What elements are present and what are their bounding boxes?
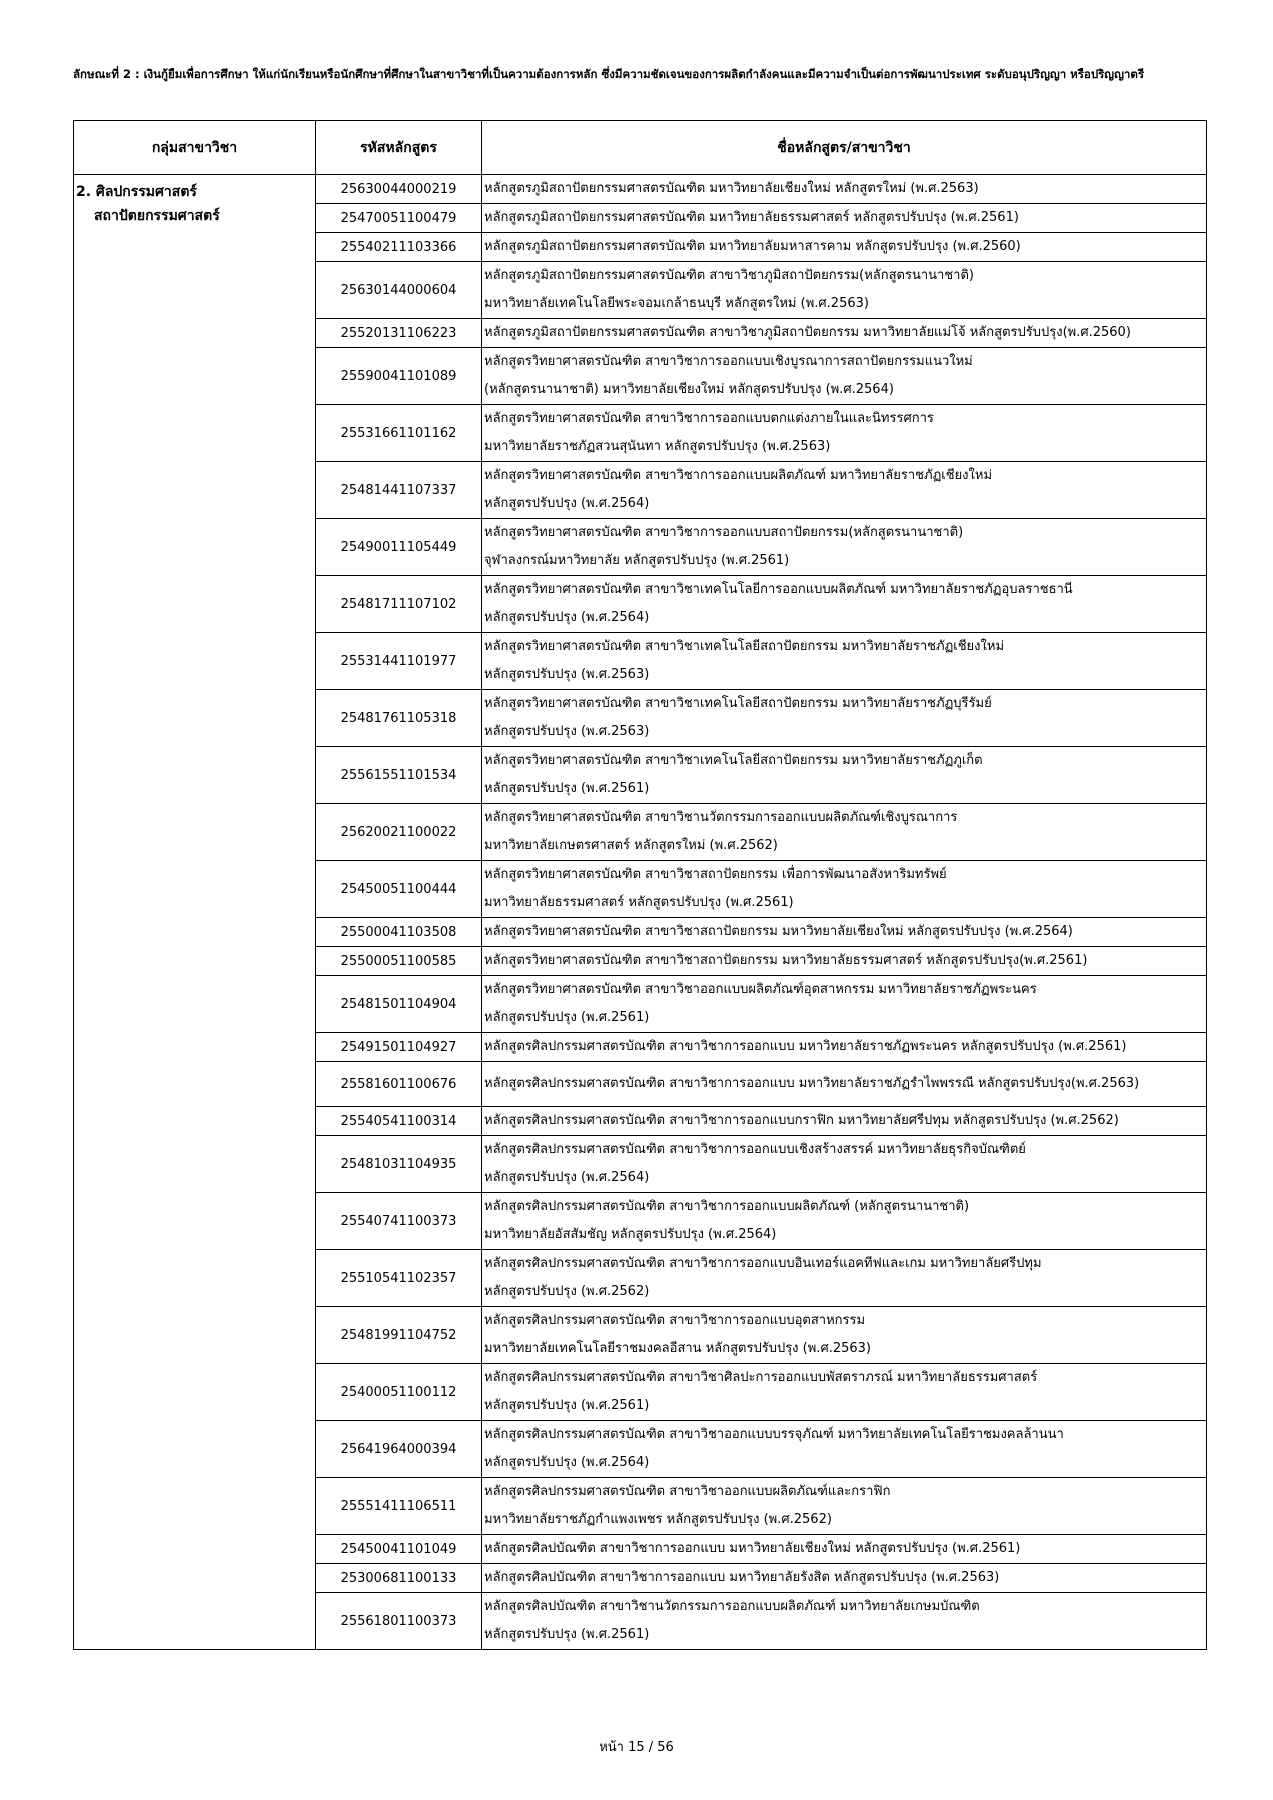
program-name [482, 747, 1207, 804]
program-name-line: มหาวิทยาลัยธรรมศาสตร์ หลักสูตรปรับปรุง (พ.ศ.2561) [484, 895, 794, 910]
program-name [482, 262, 1207, 319]
program-name-line: หลักสูตรวิทยาศาสตรบัณฑิต สาขาวิชาการออกแบบตกแต่งภายในและนิทรรศการ [484, 411, 934, 426]
program-name-line: หลักสูตรศิลปกรรมศาสตรบัณฑิต สาขาวิชาออกแบบบรรจุภัณฑ์ มหาวิทยาลัยเทคโนโลยีราชมงคลล้านนา [484, 1427, 1064, 1442]
program-name [482, 1107, 1207, 1136]
program-name-line: หลักสูตรปรับปรุง (พ.ศ.2563) [484, 724, 650, 739]
program-name [482, 1136, 1207, 1193]
program-name-line: (หลักสูตรนานาชาติ) มหาวิทยาลัยเชียงใหม่ หลักสูตรปรับปรุง (พ.ศ.2564) [484, 382, 894, 397]
program-name [482, 690, 1207, 747]
program-table-container [73, 120, 1206, 1650]
table-header-row [74, 121, 1207, 175]
program-name-line: มหาวิทยาลัยอัสสัมชัญ หลักสูตรปรับปรุง (พ.ศ.2564) [484, 1227, 777, 1242]
program-name [482, 1421, 1207, 1478]
program-code: 25630144000604 [316, 262, 482, 319]
program-name-line: หลักสูตรศิลปกรรมศาสตรบัณฑิต สาขาวิชาออกแบบผลิตภัณฑ์และกราฟิก [484, 1484, 891, 1499]
program-name-line: หลักสูตรศิลปกรรมศาสตรบัณฑิต สาขาวิชาการออกแบบเชิงสร้างสรรค์ มหาวิทยาลัยธุรกิจบัณฑิตย์ [484, 1142, 1026, 1157]
program-name-line: หลักสูตรวิทยาศาสตรบัณฑิต สาขาวิชาเทคโนโลยีสถาปัตยกรรม มหาวิทยาลัยราชภัฏภูเก็ต [484, 753, 983, 768]
program-name-line: หลักสูตรปรับปรุง (พ.ศ.2561) [484, 1627, 650, 1642]
program-code: 25531441101977 [316, 633, 482, 690]
program-name-line: หลักสูตรศิลปบัณฑิต สาขาวิชานวัตกรรมการออกแบบผลิตภัณฑ์ มหาวิทยาลัยเกษมบัณฑิต [484, 1599, 980, 1614]
program-name-line: หลักสูตรปรับปรุง (พ.ศ.2564) [484, 610, 650, 625]
program-name-line: หลักสูตรวิทยาศาสตรบัณฑิต สาขาวิชานวัตกรรมการออกแบบผลิตภัณฑ์เชิงบูรณาการ [484, 810, 958, 825]
program-name [482, 1535, 1207, 1564]
program-name-line: หลักสูตรศิลปกรรมศาสตรบัณฑิต สาขาวิชาการออกแบบอุตสาหกรรม [484, 1313, 866, 1328]
program-code: 25540211103366 [316, 233, 482, 262]
program-name [482, 976, 1207, 1033]
program-name-line: หลักสูตรภูมิสถาปัตยกรรมศาสตรบัณฑิต มหาวิทยาลัยเชียงใหม่ หลักสูตรใหม่ (พ.ศ.2563) [484, 181, 979, 196]
program-code: 25300681100133 [316, 1564, 482, 1593]
program-name-line: หลักสูตรศิลปกรรมศาสตรบัณฑิต สาขาวิชาการออกแบบกราฟิก มหาวิทยาลัยศรีปทุม หลักสูตรปรับปรุง (พ.ศ.2562) [484, 1113, 1119, 1128]
program-name [482, 1564, 1207, 1593]
program-code: 25450041101049 [316, 1535, 482, 1564]
column-header-code: รหัสหลักสูตร [316, 121, 482, 175]
program-code: 25581601100676 [316, 1062, 482, 1107]
program-name-line: หลักสูตรวิทยาศาสตรบัณฑิต สาขาวิชาออกแบบผลิตภัณฑ์อุตสาหกรรม มหาวิทยาลัยราชภัฏพระนคร [484, 982, 1037, 997]
program-name [482, 633, 1207, 690]
page-number: หน้า 15 / 56 [599, 1740, 674, 1755]
program-code: 25450051100444 [316, 861, 482, 918]
program-name [482, 1193, 1207, 1250]
program-name-line: หลักสูตรภูมิสถาปัตยกรรมศาสตรบัณฑิต มหาวิทยาลัยธรรมศาสตร์ หลักสูตรปรับปรุง (พ.ศ.2561) [484, 210, 1019, 225]
program-code: 25500041103508 [316, 918, 482, 947]
program-name-line: หลักสูตรภูมิสถาปัตยกรรมศาสตรบัณฑิต สาขาวิชาภูมิสถาปัตยกรรม มหาวิทยาลัยแม่โจ้ หลักสูตรปรับปรุง(พ.ศ.2560) [484, 325, 1131, 340]
program-table [73, 120, 1207, 1650]
program-name-line: หลักสูตรปรับปรุง (พ.ศ.2564) [484, 496, 650, 511]
program-name-line: หลักสูตรศิลปกรรมศาสตรบัณฑิต สาขาวิชาการออกแบบผลิตภัณฑ์ (หลักสูตรนานาชาติ) [484, 1199, 970, 1214]
program-code: 25481031104935 [316, 1136, 482, 1193]
program-name [482, 804, 1207, 861]
program-name-line: หลักสูตรปรับปรุง (พ.ศ.2561) [484, 1010, 650, 1025]
program-name-line: หลักสูตรปรับปรุง (พ.ศ.2561) [484, 781, 650, 796]
program-name-line: หลักสูตรวิทยาศาสตรบัณฑิต สาขาวิชาการออกแบบเชิงบูรณาการสถาปัตยกรรมแนวใหม่ [484, 354, 973, 369]
program-code: 25561801100373 [316, 1593, 482, 1650]
program-name [482, 918, 1207, 947]
program-name [482, 861, 1207, 918]
program-code: 25531661101162 [316, 405, 482, 462]
column-header-name: ชื่อหลักสูตร/สาขาวิชา [482, 121, 1207, 175]
program-code: 25400051100112 [316, 1364, 482, 1421]
program-name [482, 175, 1207, 204]
program-name [482, 348, 1207, 405]
program-name-line: หลักสูตรวิทยาศาสตรบัณฑิต สาขาวิชาการออกแบบสถาปัตยกรรม(หลักสูตรนานาชาติ) [484, 525, 964, 540]
program-code: 25481761105318 [316, 690, 482, 747]
program-name-line: หลักสูตรศิลปบัณฑิต สาขาวิชาการออกแบบ มหาวิทยาลัยรังสิต หลักสูตรปรับปรุง (พ.ศ.2563) [484, 1570, 1000, 1585]
field-group-title: 2. ศิลปกรรมศาสตร์ [76, 184, 197, 200]
program-code: 25561551101534 [316, 747, 482, 804]
program-code: 25481441107337 [316, 462, 482, 519]
program-code: 25620021100022 [316, 804, 482, 861]
program-name [482, 204, 1207, 233]
program-name-line: หลักสูตรปรับปรุง (พ.ศ.2561) [484, 1398, 650, 1413]
program-name [482, 1593, 1207, 1650]
program-code: 25540741100373 [316, 1193, 482, 1250]
column-header-group: กลุ่มสาขาวิชา [74, 121, 316, 175]
table-row [74, 175, 1207, 204]
program-code: 25590041101089 [316, 348, 482, 405]
program-name-line: จุฬาลงกรณ์มหาวิทยาลัย หลักสูตรปรับปรุง (พ.ศ.2561) [484, 553, 790, 568]
program-name [482, 1062, 1207, 1107]
program-name-line: หลักสูตรภูมิสถาปัตยกรรมศาสตรบัณฑิต มหาวิทยาลัยมหาสารคาม หลักสูตรปรับปรุง (พ.ศ.2560) [484, 239, 1021, 254]
program-code: 25641964000394 [316, 1421, 482, 1478]
program-name-line: หลักสูตรปรับปรุง (พ.ศ.2562) [484, 1284, 650, 1299]
program-code: 25490011105449 [316, 519, 482, 576]
program-name-line: หลักสูตรภูมิสถาปัตยกรรมศาสตรบัณฑิต สาขาวิชาภูมิสถาปัตยกรรม(หลักสูตรนานาชาติ) [484, 268, 974, 283]
program-name-line: หลักสูตรปรับปรุง (พ.ศ.2563) [484, 667, 650, 682]
field-group-subtitle: สถาปัตยกรรมศาสตร์ [94, 208, 220, 224]
program-code: 25470051100479 [316, 204, 482, 233]
program-name-line: มหาวิทยาลัยราชภัฏสวนสุนันทา หลักสูตรปรับปรุง (พ.ศ.2563) [484, 439, 831, 454]
program-name-line: หลักสูตรศิลปกรรมศาสตรบัณฑิต สาขาวิชาการออกแบบ มหาวิทยาลัยราชภัฏพระนคร หลักสูตรปรับปรุง (พ.ศ.2561) [484, 1039, 1127, 1054]
program-code: 25540541100314 [316, 1107, 482, 1136]
program-name-line: หลักสูตรปรับปรุง (พ.ศ.2564) [484, 1455, 650, 1470]
program-code: 25630044000219 [316, 175, 482, 204]
program-name-line: หลักสูตรวิทยาศาสตรบัณฑิต สาขาวิชาสถาปัตยกรรม มหาวิทยาลัยธรรมศาสตร์ หลักสูตรปรับปรุง(พ.ศ.2561) [484, 953, 1088, 968]
program-code: 25481501104904 [316, 976, 482, 1033]
program-name-line: มหาวิทยาลัยเทคโนโลยีราชมงคลอีสาน หลักสูตรปรับปรุง (พ.ศ.2563) [484, 1341, 871, 1356]
program-name-line: หลักสูตรวิทยาศาสตรบัณฑิต สาขาวิชาสถาปัตยกรรม มหาวิทยาลัยเชียงใหม่ หลักสูตรปรับปรุง (พ.ศ.2564) [484, 924, 1073, 939]
program-name [482, 1033, 1207, 1062]
program-code: 25510541102357 [316, 1250, 482, 1307]
program-name-line: หลักสูตรวิทยาศาสตรบัณฑิต สาขาวิชาเทคโนโลยีสถาปัตยกรรม มหาวิทยาลัยราชภัฏเชียงใหม่ [484, 639, 1005, 654]
field-group-cell [74, 175, 316, 1650]
program-name [482, 519, 1207, 576]
program-name-line: มหาวิทยาลัยเทคโนโลยีพระจอมเกล้าธนบุรี หลักสูตรใหม่ (พ.ศ.2563) [484, 296, 869, 311]
program-name-line: หลักสูตรปรับปรุง (พ.ศ.2564) [484, 1170, 650, 1185]
program-code: 25481991104752 [316, 1307, 482, 1364]
program-name [482, 1250, 1207, 1307]
program-code: 25491501104927 [316, 1033, 482, 1062]
program-name-line: หลักสูตรศิลปกรรมศาสตรบัณฑิต สาขาวิชาการออกแบบอินเทอร์แอคทีฟและเกม มหาวิทยาลัยศรีปทุม [484, 1256, 1042, 1271]
program-code: 25520131106223 [316, 319, 482, 348]
program-name [482, 947, 1207, 976]
table-body [74, 175, 1207, 1650]
program-name-line: หลักสูตรศิลปบัณฑิต สาขาวิชาการออกแบบ มหาวิทยาลัยเชียงใหม่ หลักสูตรปรับปรุง (พ.ศ.2561) [484, 1541, 1021, 1556]
program-code: 25481711107102 [316, 576, 482, 633]
program-name [482, 405, 1207, 462]
program-name [482, 1478, 1207, 1535]
program-name-line: หลักสูตรวิทยาศาสตรบัณฑิต สาขาวิชาเทคโนโลยีสถาปัตยกรรม มหาวิทยาลัยราชภัฏบุรีรัมย์ [484, 696, 992, 711]
program-name [482, 1364, 1207, 1421]
program-name [482, 462, 1207, 519]
program-code: 25551411106511 [316, 1478, 482, 1535]
program-name-line: หลักสูตรวิทยาศาสตรบัณฑิต สาขาวิชาการออกแบบผลิตภัณฑ์ มหาวิทยาลัยราชภัฏเชียงใหม่ [484, 468, 993, 483]
program-name-line: หลักสูตรศิลปกรรมศาสตรบัณฑิต สาขาวิชาการออกแบบ มหาวิทยาลัยราชภัฏรำไพพรรณี หลักสูตรปรับปรุง(พ.ศ.2563) [484, 1076, 1140, 1091]
program-name [482, 576, 1207, 633]
program-name [482, 1307, 1207, 1364]
program-code: 25500051100585 [316, 947, 482, 976]
document-header: ลักษณะที่ 2 : เงินกู้ยืมเพื่อการศึกษา ให้แก่นักเรียนหรือนักศึกษาที่ศึกษาในสาขาวิชาที่เป็นความต้องการหลัก ซึ่งมีความชัดเจนของการผลิตกำลังคนและมีความจำเป็นต่อการพัฒนาประเทศ ระดับอนุปริญญา หรือปริญญาตรี [73, 67, 1144, 81]
program-name-line: หลักสูตรศิลปกรรมศาสตรบัณฑิต สาขาวิชาศิลปะการออกแบบพัสตราภรณ์ มหาวิทยาลัยธรรมศาสตร์ [484, 1370, 1038, 1385]
program-name [482, 319, 1207, 348]
program-name [482, 233, 1207, 262]
program-name-line: หลักสูตรวิทยาศาสตรบัณฑิต สาขาวิชาสถาปัตยกรรม เพื่อการพัฒนาอสังหาริมทรัพย์ [484, 867, 947, 882]
program-name-line: หลักสูตรวิทยาศาสตรบัณฑิต สาขาวิชาเทคโนโลยีการออกแบบผลิตภัณฑ์ มหาวิทยาลัยราชภัฏอุบลราชธานี [484, 582, 1073, 597]
program-name-line: มหาวิทยาลัยราชภัฏกำแพงเพชร หลักสูตรปรับปรุง (พ.ศ.2562) [484, 1512, 832, 1527]
program-name-line: มหาวิทยาลัยเกษตรศาสตร์ หลักสูตรใหม่ (พ.ศ.2562) [484, 838, 778, 853]
